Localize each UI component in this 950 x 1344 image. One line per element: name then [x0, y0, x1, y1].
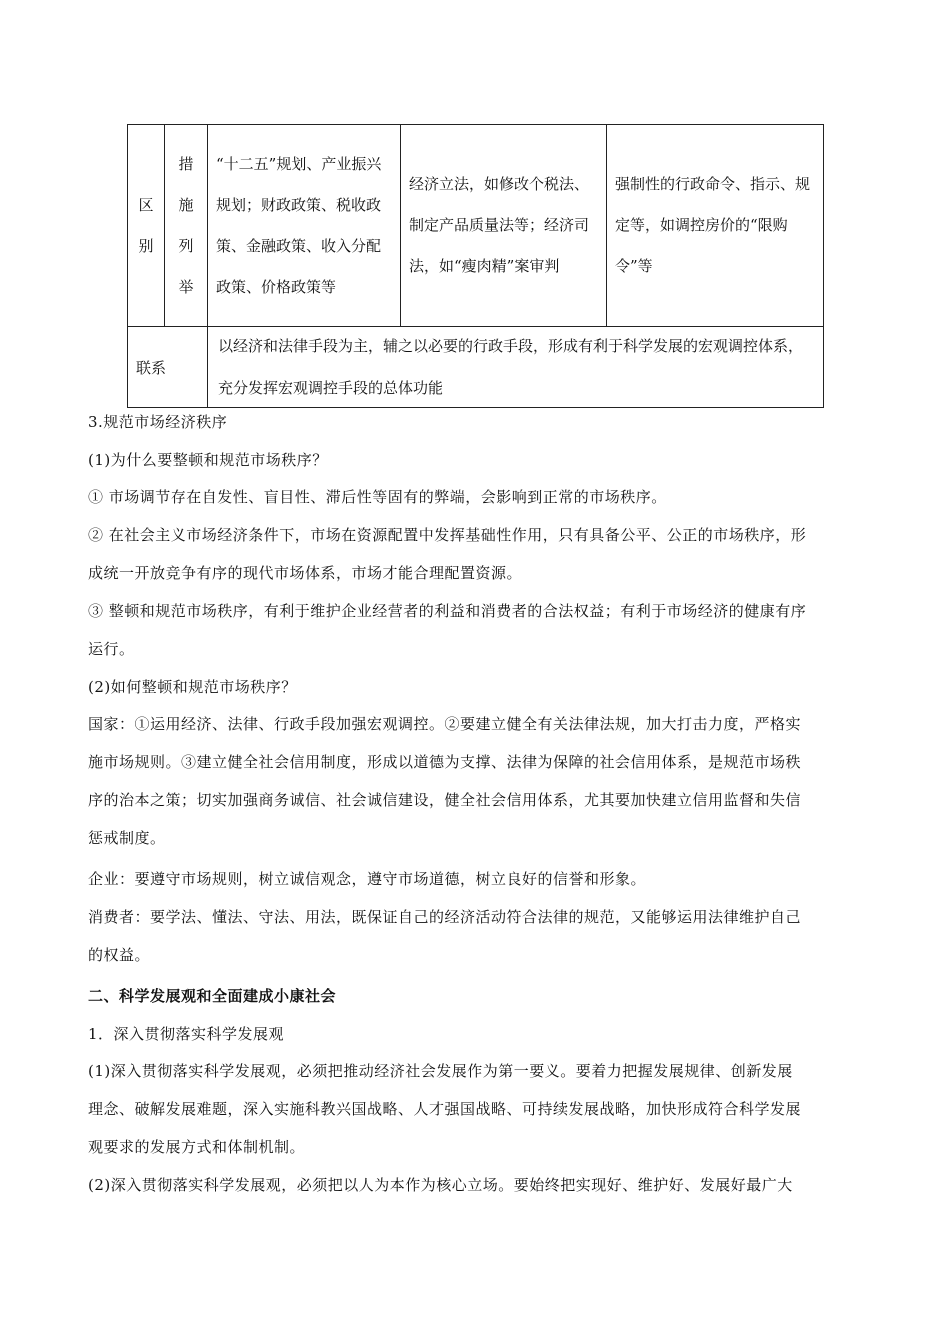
- connection-content-cell: [207, 326, 824, 408]
- administrative-means-cell: [606, 124, 824, 327]
- reason-3-line-1: ③ 整顿和规范市场秩序，有利于维护企业经营者的利益和消费者的合法权益；有利于市场经济的健康有序: [88, 602, 807, 620]
- measures-char-2: 施: [178, 195, 194, 214]
- state-measures-line-3: 序的治本之策；切实加强商务诚信、社会诚信建设，健全社会信用体系，尤其要加快建立信用监督和失信: [88, 791, 802, 809]
- measures-char-1: 措: [178, 154, 194, 173]
- reason-2-line-1: ② 在社会主义市场经济条件下，市场在资源配置中发挥基础性作用，只有具备公平、公正的市场秩序，形: [88, 526, 807, 544]
- question-1: (1)为什么要整顿和规范市场秩序？: [88, 451, 328, 469]
- section-2-heading: 二、科学发展观和全面建成小康社会: [88, 987, 337, 1005]
- economic-means-cell: [207, 124, 401, 327]
- measures-header-cell: [164, 124, 208, 327]
- difference-char-2: 别: [138, 236, 154, 255]
- connection-label-cell: [127, 326, 208, 408]
- question-2: (2)如何整顿和规范市场秩序？: [88, 678, 297, 696]
- economic-means-text: “十二五”规划、产业振兴规划；财政政策、税收政策、金融政策、收入分配政策、价格政策等: [216, 154, 382, 296]
- legal-means-cell: [400, 124, 607, 327]
- measures-char-4: 举: [178, 277, 194, 296]
- connection-text: 以经济和法律手段为主，辅之以必要的行政手段，形成有利于科学发展的宏观调控体系，充分发挥宏观调控手段的总体功能: [218, 337, 804, 397]
- point-2-line-1: (2)深入贯彻落实科学发展观，必须把以人为本作为核心立场。要始终把实现好、维护好、发展好最广大: [88, 1176, 793, 1194]
- connection-label: 联系: [136, 358, 167, 377]
- state-measures-line-4: 惩戒制度。: [88, 829, 166, 847]
- reason-1: ① 市场调节存在自发性、盲目性、滞后性等固有的弊端，会影响到正常的市场秩序。: [88, 488, 667, 506]
- reason-3-line-2: 运行。: [88, 640, 135, 658]
- reason-2-line-2: 成统一开放竞争有序的现代市场体系，市场才能合理配置资源。: [88, 564, 523, 582]
- state-measures-line-1: 国家：①运用经济、法律、行政手段加强宏观调控。②要建立健全有关法律法规，加大打击力度，严格实: [88, 715, 802, 733]
- legal-means-text: 经济立法，如修改个税法、制定产品质量法等；经济司法，如“瘦肉精”案审判: [409, 175, 590, 275]
- measures-char-3: 列: [178, 236, 194, 255]
- state-measures-line-2: 施市场规则。③建立健全社会信用制度，形成以道德为支撑、法律为保障的社会信用体系，是规范市场秩: [88, 753, 802, 771]
- difference-char-1: 区: [138, 195, 154, 214]
- section-3-heading: 3.规范市场经济秩序: [88, 413, 228, 431]
- administrative-means-text: 强制性的行政命令、指示、规定等，如调控房价的“限购令”等: [615, 175, 811, 275]
- difference-header-cell: [127, 124, 165, 327]
- point-1-line-1: (1)深入贯彻落实科学发展观，必须把推动经济社会发展作为第一要义。要着力把握发展规律、创新发展: [88, 1062, 793, 1080]
- subsection-1-heading: 1．深入贯彻落实科学发展观: [88, 1025, 285, 1043]
- point-1-line-3: 观要求的发展方式和体制机制。: [88, 1138, 306, 1156]
- comparison-table: [127, 124, 824, 408]
- point-1-line-2: 理念、破解发展难题，深入实施科教兴国战略、人才强国战略、可持续发展战略，加快形成符合科学发展: [88, 1100, 802, 1118]
- enterprise-measures: 企业：要遵守市场规则，树立诚信观念，遵守市场道德，树立良好的信誉和形象。: [88, 870, 647, 888]
- consumer-measures-line-1: 消费者：要学法、懂法、守法、用法，既保证自己的经济活动符合法律的规范，又能够运用法律维护自己: [88, 908, 802, 926]
- consumer-measures-line-2: 的权益。: [88, 946, 151, 964]
